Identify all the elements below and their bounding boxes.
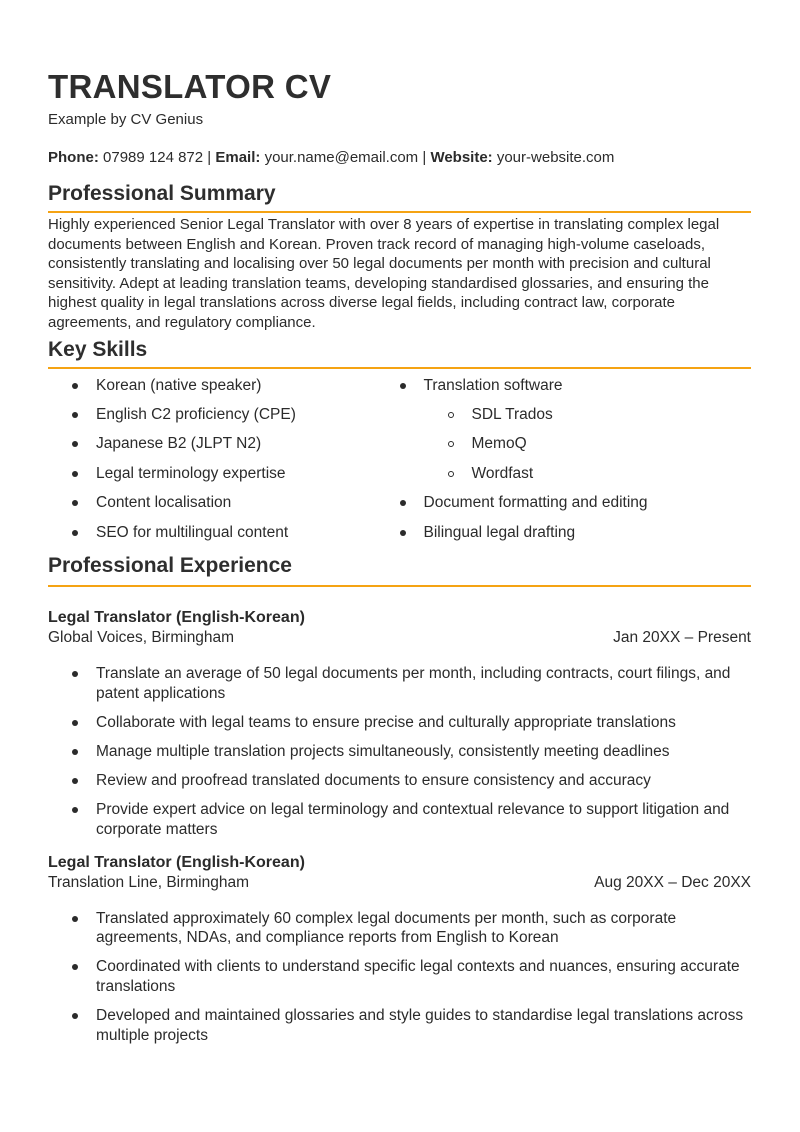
bullet-icon: [72, 778, 78, 784]
bullet-icon: [72, 964, 78, 970]
bullet-icon: [72, 471, 78, 477]
job-bullet: Translate an average of 50 legal documents per month, including contracts, court filings, and patent applications: [48, 664, 751, 703]
separator: |: [207, 149, 212, 166]
cv-title: TRANSLATOR CV: [48, 68, 332, 105]
bullet-icon: [72, 807, 78, 813]
skill-item: Document formatting and editing: [400, 488, 752, 517]
phone-label: Phone:: [48, 149, 99, 166]
summary-text: Highly experienced Senior Legal Translator with over 8 years of expertise in translating complex legal documents between English and Korean. Proven track record of managing high-volume caseloads, consistently translating and localising over 50 legal documents per month with precision and cultural sensitivity. Adept at leading translation teams, developing standardised glossaries, and ensuring the highest quality in legal translations across diverse legal fields, including contract law, corporate agreements, and regulatory compliance.: [48, 216, 720, 331]
job-bullet: Coordinated with clients to understand specific legal contexts and nuances, ensuring accurate translations: [48, 957, 751, 996]
job-company: Global Voices, Birmingham: [48, 629, 235, 646]
skills-section: [48, 337, 751, 547]
cv-content: [48, 64, 751, 1055]
skill-item: SEO for multilingual content: [48, 518, 400, 547]
job-bullet: Translated approximately 60 complex legal documents per month, such as corporate agreements, NDAs, and compliance reports from English to Korean: [48, 909, 751, 948]
bullet-icon: [72, 530, 78, 536]
skills-column-right: [400, 371, 752, 547]
skill-item: Translation software: [400, 371, 752, 400]
experience-section: [48, 553, 751, 1045]
job-company: Translation Line, Birmingham: [48, 873, 250, 891]
job-dates: Jan 20XX – Present: [613, 629, 751, 646]
bullet-icon: [72, 383, 78, 389]
skill-item: Japanese B2 (JLPT N2): [48, 429, 400, 458]
circle-bullet-icon: [448, 471, 454, 477]
job-entry: [48, 607, 751, 840]
skill-item: English C2 proficiency (CPE): [48, 400, 400, 429]
skills-column-left: [48, 371, 400, 547]
email-value: your.name@email.com: [264, 149, 419, 166]
skill-item: Content localisation: [48, 488, 400, 517]
job-title: Legal Translator (English-Korean): [48, 609, 305, 626]
job-bullet: Provide expert advice on legal terminology and contextual relevance to support litigation and corporate matters: [48, 800, 751, 839]
summary-section: [48, 181, 751, 333]
circle-bullet-icon: [448, 441, 454, 447]
skill-subitem: MemoQ: [400, 429, 752, 458]
bullet-icon: [72, 1013, 78, 1019]
summary-heading: Professional Summary: [48, 182, 276, 205]
skills-heading: Key Skills: [48, 337, 148, 361]
section-divider: [48, 367, 751, 369]
job-bullet: Collaborate with legal teams to ensure precise and culturally appropriate translations: [48, 713, 751, 733]
skill-item: Bilingual legal drafting: [400, 518, 752, 547]
bullet-icon: [400, 383, 406, 389]
skill-item: Korean (native speaker): [48, 371, 400, 400]
experience-heading: Professional Experience: [48, 554, 292, 577]
bullet-icon: [72, 671, 78, 677]
website-value: your-website.com: [496, 149, 615, 166]
phone-value: 07989 124 872: [103, 149, 204, 166]
bullet-icon: [400, 530, 406, 536]
job-title: Legal Translator (English-Korean): [48, 853, 305, 871]
bullet-icon: [400, 500, 406, 506]
cv-subtitle: Example by CV Genius: [48, 111, 204, 128]
job-bullet: Manage multiple translation projects simultaneously, consistently meeting deadlines: [48, 742, 751, 762]
job-bullet: Review and proofread translated documents to ensure consistency and accuracy: [48, 771, 751, 791]
job-dates: Aug 20XX – Dec 20XX: [594, 873, 751, 891]
circle-bullet-icon: [448, 412, 454, 418]
skill-subitem: Wordfast: [400, 459, 752, 488]
contact-line: [48, 148, 751, 168]
skills-columns: [48, 371, 751, 547]
skill-item: Legal terminology expertise: [48, 459, 400, 488]
job-meta: [48, 873, 751, 893]
separator: |: [422, 149, 427, 166]
bullet-icon: [72, 500, 78, 506]
section-divider: [48, 211, 751, 213]
website-label: Website:: [430, 149, 493, 166]
bullet-icon: [72, 441, 78, 447]
skill-subitem: SDL Trados: [400, 400, 752, 429]
bullet-icon: [72, 916, 78, 922]
section-divider: [48, 585, 751, 587]
bullet-icon: [72, 749, 78, 755]
bullet-icon: [72, 412, 78, 418]
job-bullet: Developed and maintained glossaries and style guides to standardise legal translations across multiple projects: [48, 1006, 751, 1045]
job-entry: [48, 852, 751, 1046]
job-meta: [48, 628, 751, 648]
bullet-icon: [72, 720, 78, 726]
email-label: Email:: [215, 149, 261, 166]
